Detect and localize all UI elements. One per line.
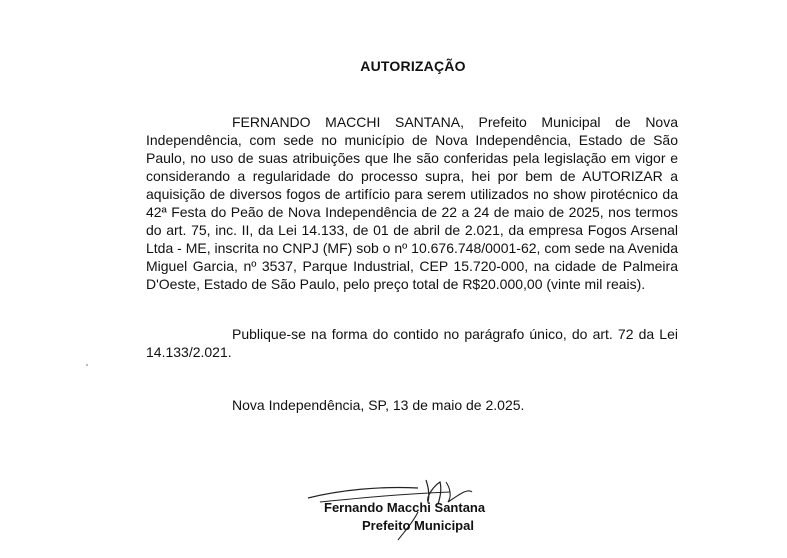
document-title: AUTORIZAÇÃO bbox=[360, 58, 466, 74]
place-and-date: Nova Independência, SP, 13 de maio de 2.025. bbox=[232, 397, 525, 413]
signatory-role: Prefeito Municipal bbox=[362, 518, 474, 533]
signature-block bbox=[300, 472, 530, 542]
scan-speck bbox=[86, 364, 88, 366]
signatory-name: Fernando Macchi Santana bbox=[324, 500, 486, 515]
publication-paragraph: Publique-se na forma do contido no parágrafo único, do art. 72 da Lei 14.133/2.021. bbox=[146, 326, 678, 360]
authorization-paragraph: FERNANDO MACCHI SANTANA, Prefeito Municipal de Nova Independência, com sede no município de Nova Independência, Estado de São Paulo, no uso de suas atribuições que lhe são conferidas pela legislação em vigor e considerando a regularidade do processo supra, hei por bem de AUTORIZAR a aquisição de diversos fogos de artifício para serem utilizados no show pirotécnico da 42ª Festa do Peão de Nova Independência de 22 a 24 de maio de 2025, nos termos do art. 75, inc. II, da Lei 14.133, de 01 de abril de 2.021, da empresa Fogos Arsenal Ltda - ME, inscrita no CNPJ (MF) sob o nº 10.676.748/0001-62, com sede na Avenida Miguel Garcia, nº 3537, Parque Industrial, CEP 15.720-000, na cidade de Palmeira D'Oeste, Estado de São Paulo, pelo preço total de R$20.000,00 (vinte mil reais). bbox=[146, 114, 678, 292]
